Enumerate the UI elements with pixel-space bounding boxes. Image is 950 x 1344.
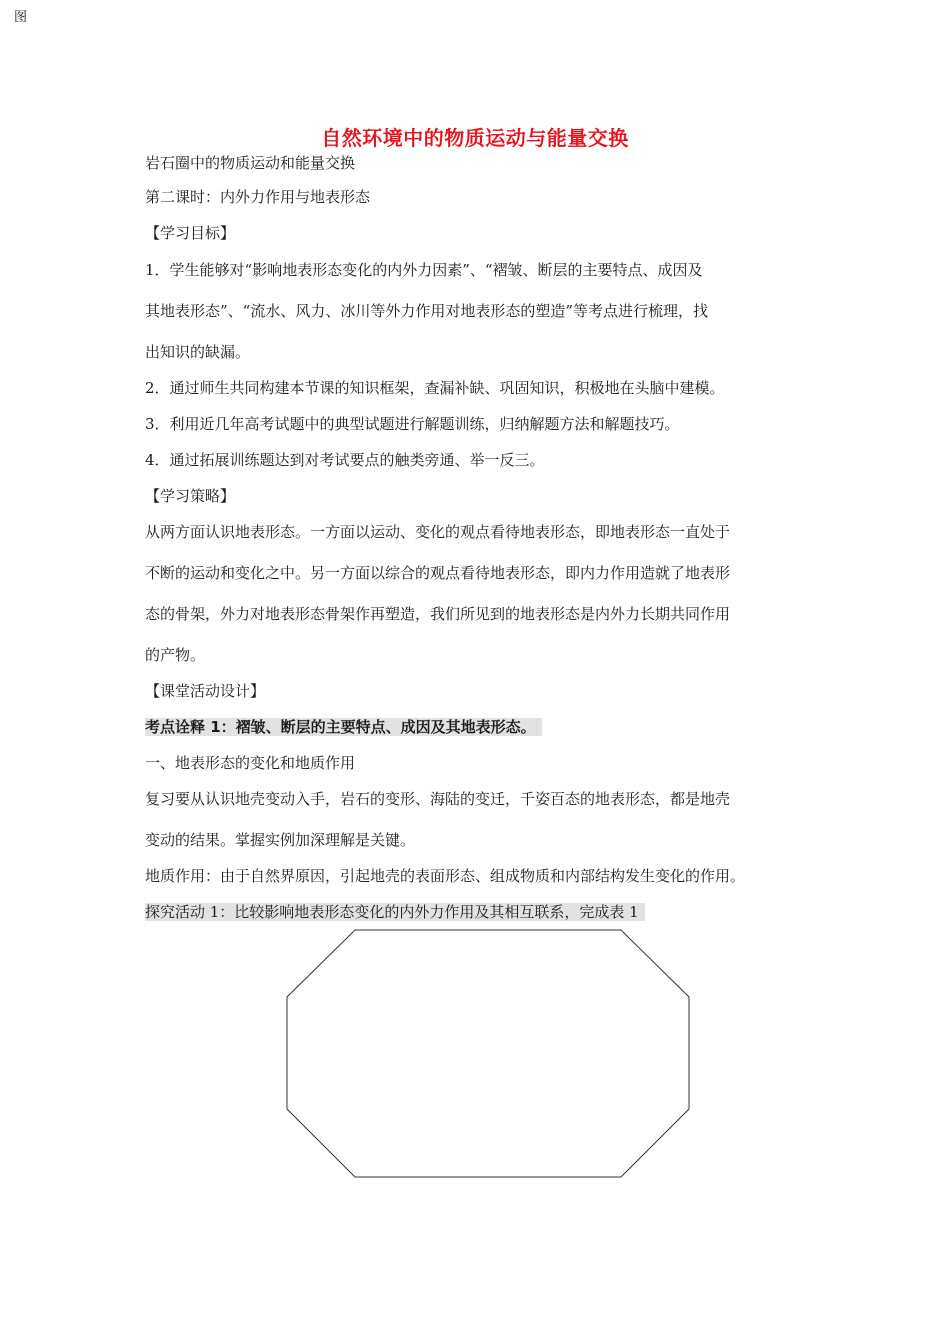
- goal-1-line-1: 1．学生能够对“影响地表形态变化的内外力因素”、“褶皱、断层的主要特点、成因及: [145, 261, 703, 279]
- strategy-line-1: 从两方面认识地表形态。一方面以运动、变化的观点看待地表形态，即地表形态一直处于: [145, 523, 731, 541]
- key-point-1-text: 考点诠释 1：褶皱、断层的主要特点、成因及其地表形态。: [145, 718, 542, 736]
- page-title: 自然环境中的物质运动与能量交换: [321, 126, 629, 150]
- section-1-heading: 一、地表形态的变化和地质作用: [145, 754, 356, 772]
- goal-4: 4．通过拓展训练题达到对考试要点的触类旁通、举一反三。: [145, 451, 545, 469]
- lesson-title: 第二课时：内外力作用与地表形态: [145, 188, 371, 206]
- strategy-line-3: 态的骨架，外力对地表形态骨架作再塑造，我们所见到的地表形态是内外力长期共同作用: [145, 605, 731, 623]
- review-line-2: 变动的结果。掌握实例加深理解是关键。: [145, 831, 416, 849]
- subtitle: 岩石圈中的物质运动和能量交换: [145, 154, 356, 172]
- corner-label: 图: [14, 10, 28, 25]
- geo-action-definition: 地质作用：由于自然界原因，引起地壳的表面形态、组成物质和内部结构发生变化的作用。: [145, 867, 746, 885]
- goal-1-line-3: 出知识的缺漏。: [145, 343, 251, 361]
- explore-activity-1: [145, 902, 645, 922]
- review-line-1: 复习要从认识地壳变动入手，岩石的变形、海陆的变迁，千姿百态的地表形态，都是地壳: [145, 790, 731, 808]
- key-point-1: [145, 717, 542, 737]
- strategy-header: 【学习策略】: [145, 487, 236, 505]
- explore-activity-1-text: 探究活动 1：比较影响地表形态变化的内外力作用及其相互联系，完成表 1: [145, 903, 645, 921]
- strategy-line-4: 的产物。: [145, 646, 206, 664]
- goal-3: 3．利用近几年高考试题中的典型试题进行解题训练，归纳解题方法和解题技巧。: [145, 415, 680, 433]
- strategy-line-2: 不断的运动和变化之中。另一方面以综合的观点看待地表形态，即内力作用造就了地表形: [145, 564, 731, 582]
- goal-1-line-2: 其地表形态”、“流水、风力、冰川等外力作用对地表形态的塑造”等考点进行梳理，找: [145, 302, 709, 320]
- activity-header: 【课堂活动设计】: [145, 682, 266, 700]
- octagon-diagram: [286, 929, 692, 1181]
- octagon-shape: [287, 930, 689, 1177]
- goals-header: 【学习目标】: [145, 224, 236, 242]
- goal-2: 2．通过师生共同构建本节课的知识框架，查漏补缺、巩固知识，积极地在头脑中建模。: [145, 379, 725, 397]
